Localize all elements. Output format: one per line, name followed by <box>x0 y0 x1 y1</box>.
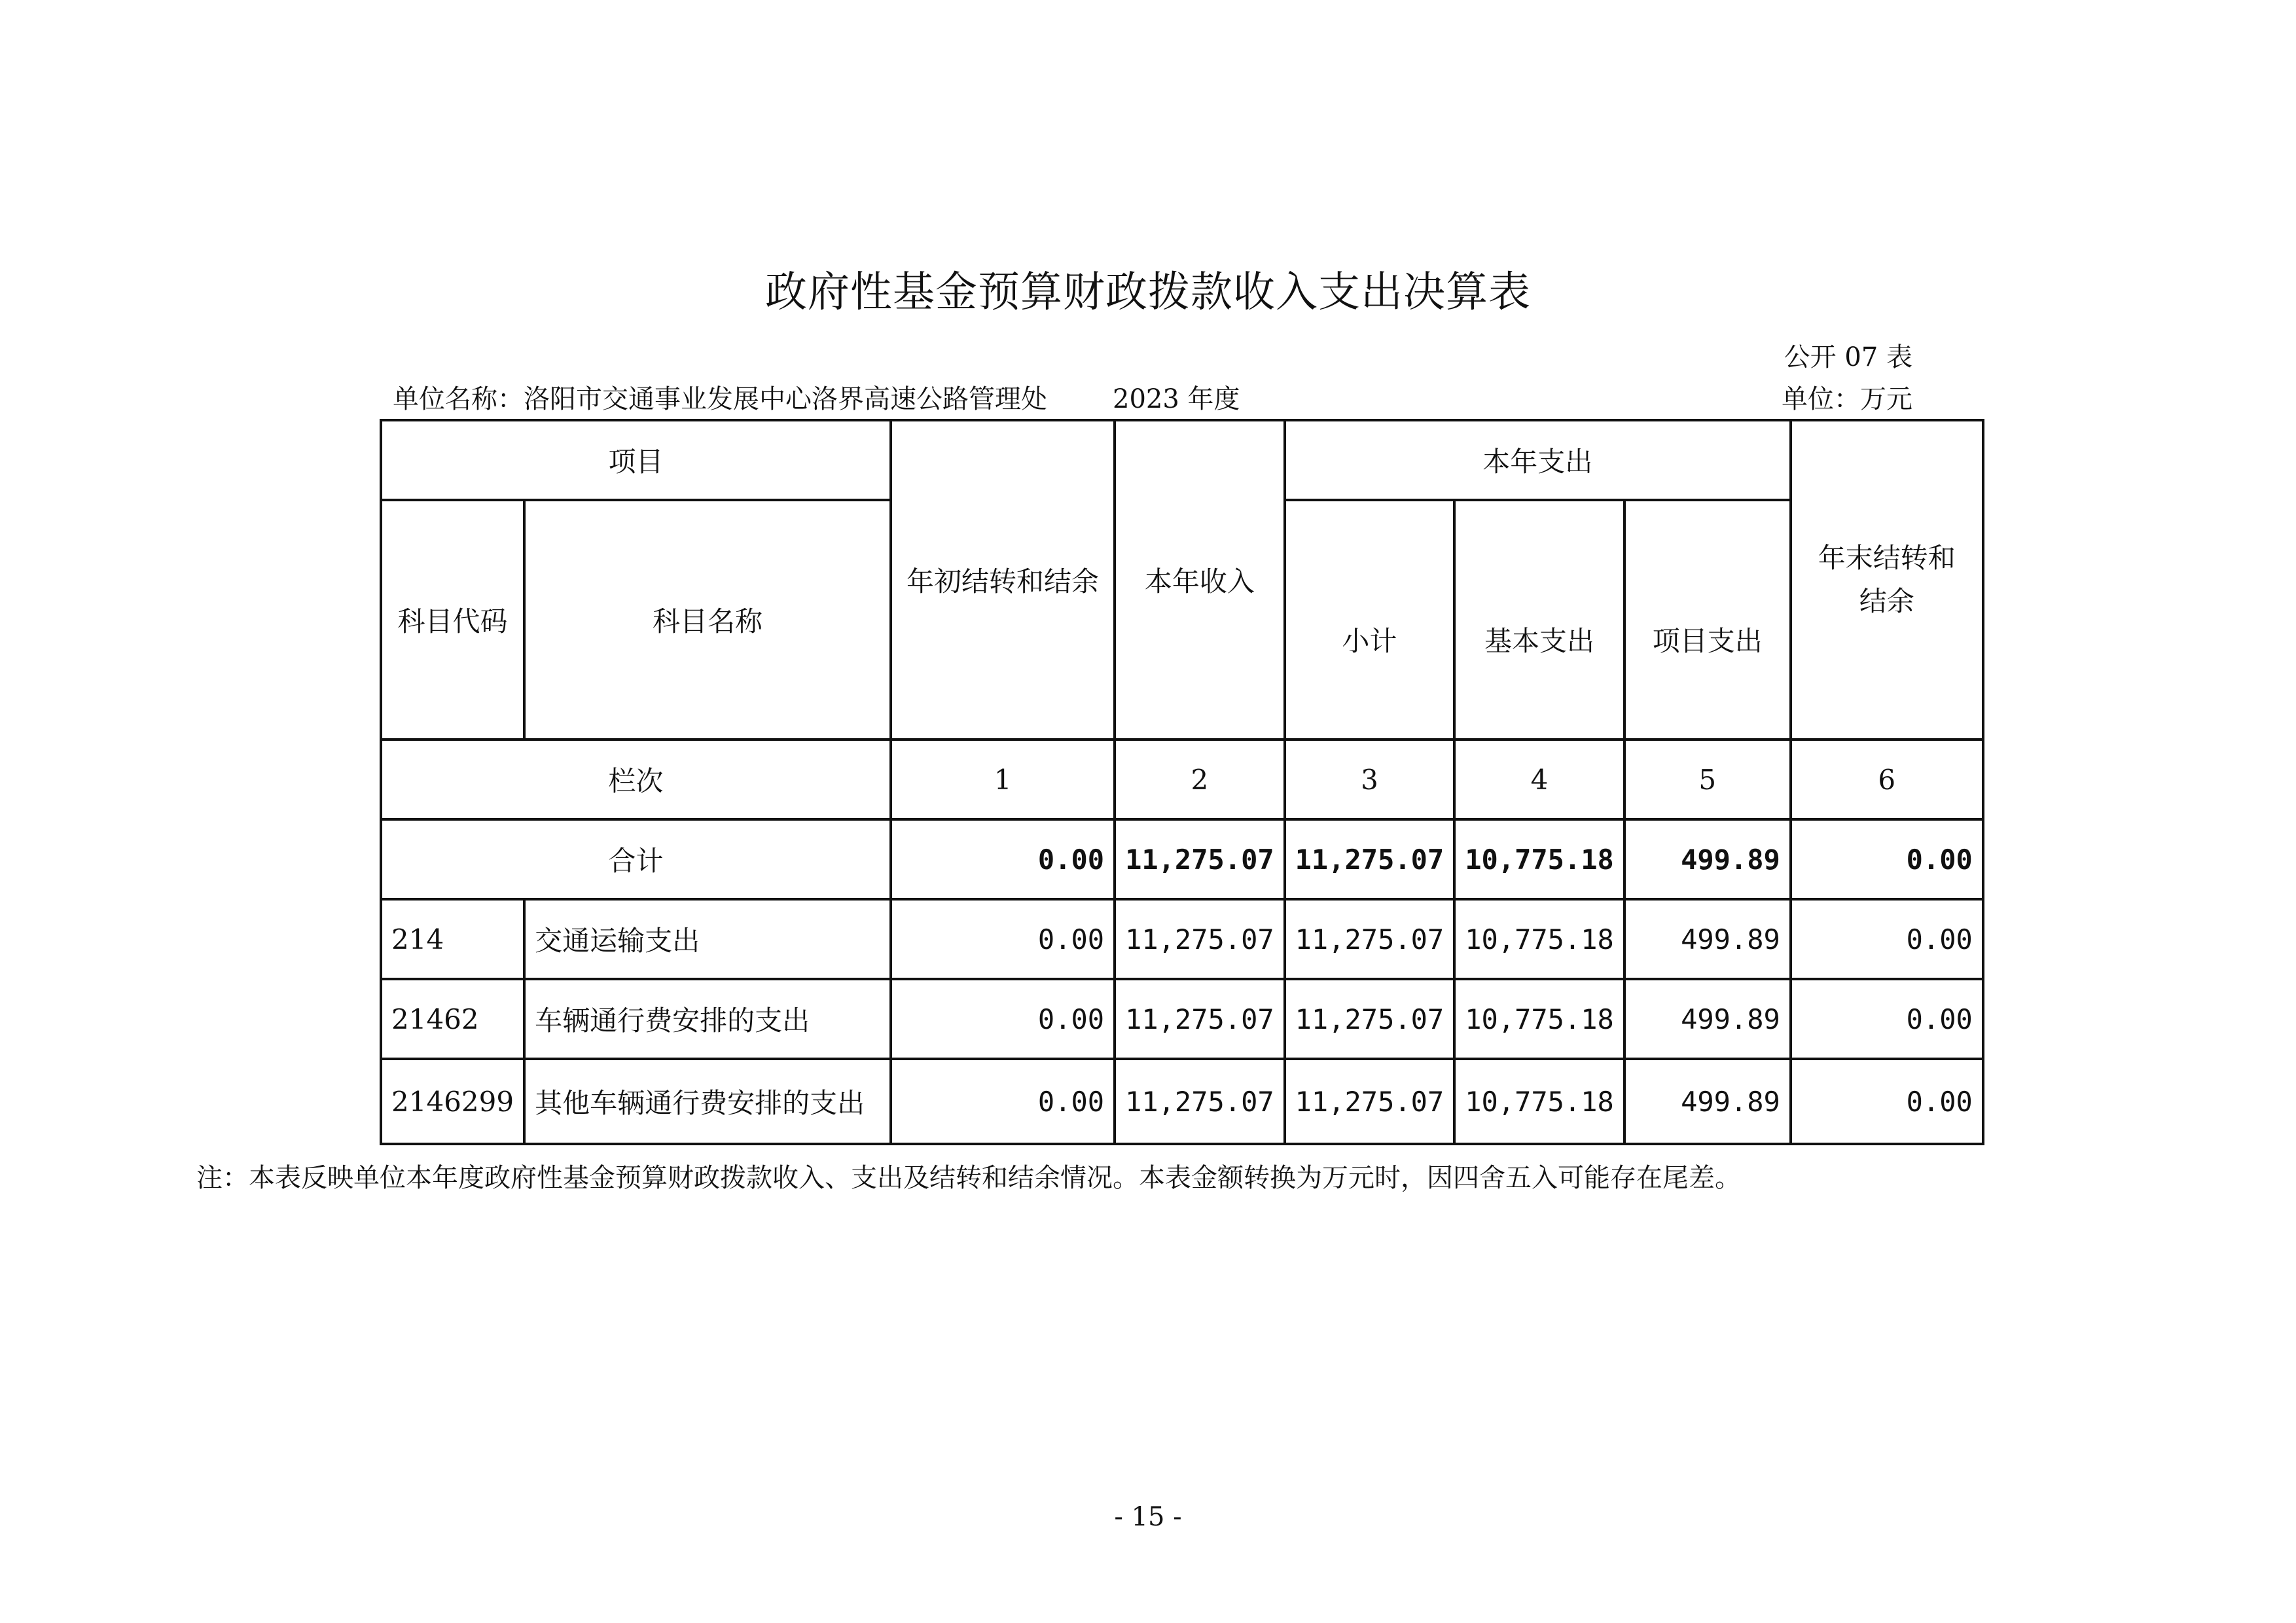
row-subtotal: 11,275.07 <box>1285 979 1455 1059</box>
header-income: 本年收入 <box>1115 420 1285 740</box>
row-name: 其他车辆通行费安排的支出 <box>524 1059 891 1144</box>
total-begin-balance: 0.00 <box>891 819 1115 899</box>
header-item: 项目 <box>381 420 891 500</box>
total-basic: 10,775.18 <box>1454 819 1624 899</box>
row-project: 499.89 <box>1624 1059 1791 1144</box>
header-name: 科目名称 <box>524 500 891 740</box>
row-income: 11,275.07 <box>1115 1059 1285 1144</box>
total-end-balance: 0.00 <box>1791 819 1983 899</box>
row-name: 交通运输支出 <box>524 899 891 979</box>
total-label: 合计 <box>381 819 891 899</box>
row-end-balance: 0.00 <box>1791 1059 1983 1144</box>
row-subtotal: 11,275.07 <box>1285 899 1455 979</box>
table-row <box>381 1059 1983 1144</box>
header-end-balance: 年末结转和结余 <box>1791 420 1983 740</box>
total-project: 499.89 <box>1624 819 1791 899</box>
amount-unit: 单位：万元 <box>1782 384 1912 414</box>
row-name: 车辆通行费安排的支出 <box>524 979 891 1059</box>
row-code: 214 <box>381 899 524 979</box>
page-number: - 15 - <box>1114 1502 1182 1532</box>
fiscal-year: 2023 年度 <box>1113 384 1240 414</box>
row-basic: 10,775.18 <box>1454 979 1624 1059</box>
row-basic: 10,775.18 <box>1454 899 1624 979</box>
header-basic: 基本支出 <box>1454 500 1624 740</box>
header-expenditure: 本年支出 <box>1285 420 1791 500</box>
row-begin-balance: 0.00 <box>891 1059 1115 1144</box>
column-index-1: 1 <box>891 740 1115 819</box>
header-subtotal: 小计 <box>1285 500 1455 740</box>
row-project: 499.89 <box>1624 979 1791 1059</box>
column-index-6: 6 <box>1791 740 1983 819</box>
column-index-5: 5 <box>1624 740 1791 819</box>
row-end-balance: 0.00 <box>1791 979 1983 1059</box>
row-end-balance: 0.00 <box>1791 899 1983 979</box>
form-number: 公开 07 表 <box>1784 342 1912 372</box>
row-project: 499.89 <box>1624 899 1791 979</box>
document-title: 政府性基金预算财政拨款收入支出决算表 <box>765 268 1531 317</box>
row-basic: 10,775.18 <box>1454 1059 1624 1144</box>
total-subtotal: 11,275.07 <box>1285 819 1455 899</box>
table-note: 注：本表反映单位本年度政府性基金预算财政拨款收入、支出及结转和结余情况。本表金额转换为万元时，因四舍五入可能存在尾差。 <box>196 1163 1741 1193</box>
column-index-row <box>381 740 1983 819</box>
row-code: 21462 <box>381 979 524 1059</box>
row-income: 11,275.07 <box>1115 979 1285 1059</box>
header-begin-balance: 年初结转和结余 <box>891 420 1115 740</box>
row-subtotal: 11,275.07 <box>1285 1059 1455 1144</box>
row-code: 2146299 <box>381 1059 524 1144</box>
total-income: 11,275.07 <box>1115 819 1285 899</box>
column-index-3: 3 <box>1285 740 1455 819</box>
column-index-4: 4 <box>1454 740 1624 819</box>
column-index-2: 2 <box>1115 740 1285 819</box>
header-code: 科目代码 <box>381 500 524 740</box>
table-row <box>381 979 1983 1059</box>
budget-table <box>380 419 1984 1145</box>
unit-name: 单位名称：洛阳市交通事业发展中心洛界高速公路管理处 <box>393 384 1047 414</box>
header-project: 项目支出 <box>1624 500 1791 740</box>
row-begin-balance: 0.00 <box>891 899 1115 979</box>
row-begin-balance: 0.00 <box>891 979 1115 1059</box>
row-income: 11,275.07 <box>1115 899 1285 979</box>
total-row <box>381 819 1983 899</box>
table-row <box>381 899 1983 979</box>
column-index-label: 栏次 <box>381 740 891 819</box>
